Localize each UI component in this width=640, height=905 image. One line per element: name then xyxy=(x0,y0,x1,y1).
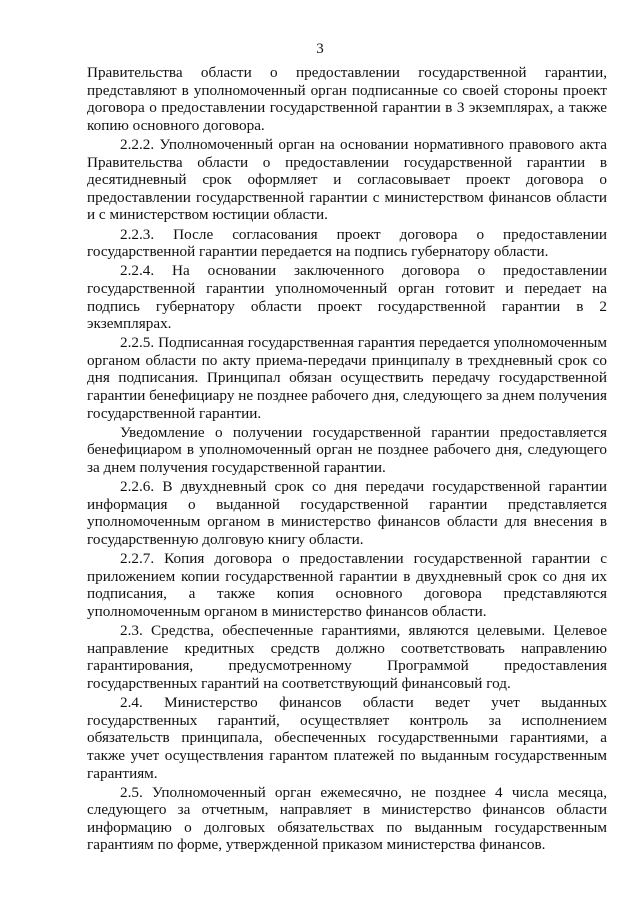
page-number: 3 xyxy=(316,41,324,57)
paragraph-2-3: 2.3. Средства, обеспеченные гарантиями, являются целевыми. Целевое направление кредитных средств должно соответствовать направлению гарантирования, предусмотренному Программой предоставления государственных гарантий на соответствующий финансовый год. xyxy=(87,622,607,692)
paragraph-2-2-3: 2.2.3. После согласования проект договора о предоставлении государственной гарантии передается на подпись губернатору области. xyxy=(87,225,607,261)
document-body xyxy=(87,64,607,856)
paragraph-2-5: 2.5. Уполномоченный орган ежемесячно, не позднее 4 числа месяца, следующего за отчетным, направляет в министерство финансов области информацию о долговых обязательствах по выданным государственным гарантиям по форме, утвержденной приказом министерства финансов. xyxy=(87,783,607,854)
paragraph-2-2-4: 2.2.4. На основании заключенного договора о предоставлении государственной гарантии уполномоченный орган готовит и передает на подпись губернатору области проект государственной гарантии в 2 экземплярах. xyxy=(87,262,607,333)
paragraph-2-2-2: 2.2.2. Уполномоченный орган на основании нормативного правового акта Правительства области о предоставлении государственной гарантии в десятидневный срок оформляет и согласовывает проект договора о предоставлении государственной гарантии с министерством финансов области и с министерством юстиции области. xyxy=(87,135,607,224)
paragraph-notification: Уведомление о получении государственной гарантии предоставляется бенефициаром в уполномоченный орган не позднее рабочего дня, следующего за днем получения государственной гарантии. xyxy=(87,423,607,477)
paragraph-2-2-6: 2.2.6. В двухдневный срок со дня передачи государственной гарантии информация о выданной государственной гарантии представляется уполномоченным органом в министерство финансов области для внесения в государственную долговую книгу области. xyxy=(87,478,607,548)
paragraph-2-2-5: 2.2.5. Подписанная государственная гарантия передается уполномоченным органом области по акту приема-передачи принципалу в трехдневный срок со дня подписания. Принципал обязан осуществить передачу государственной гарантии бенефициару не позднее рабочего дня, следующего за днем получения государственной гарантии. xyxy=(87,334,607,422)
paragraph-2-4: 2.4. Министерство финансов области ведет учет выданных государственных гарантий, осуществляет контроль за исполнением обязательств принципала, обеспеченных государственными гарантиями, а также учет осуществления гарантом платежей по выданным государственным гарантиям. xyxy=(87,694,607,782)
paragraph-2-2-7: 2.2.7. Копия договора о предоставлении государственной гарантии с приложением копии государственной гарантии в двухдневный срок со дня их подписания, а также копия основного договора представляются уполномоченным органом в министерство финансов области. xyxy=(87,550,607,620)
paragraph-continuation: Правительства области о предоставлении государственной гарантии, представляют в уполномоченный орган подписанные со своей стороны проект договора о предоставлении государственной гарантии в 3 экземплярах, а также копию основного договора. xyxy=(87,64,607,134)
